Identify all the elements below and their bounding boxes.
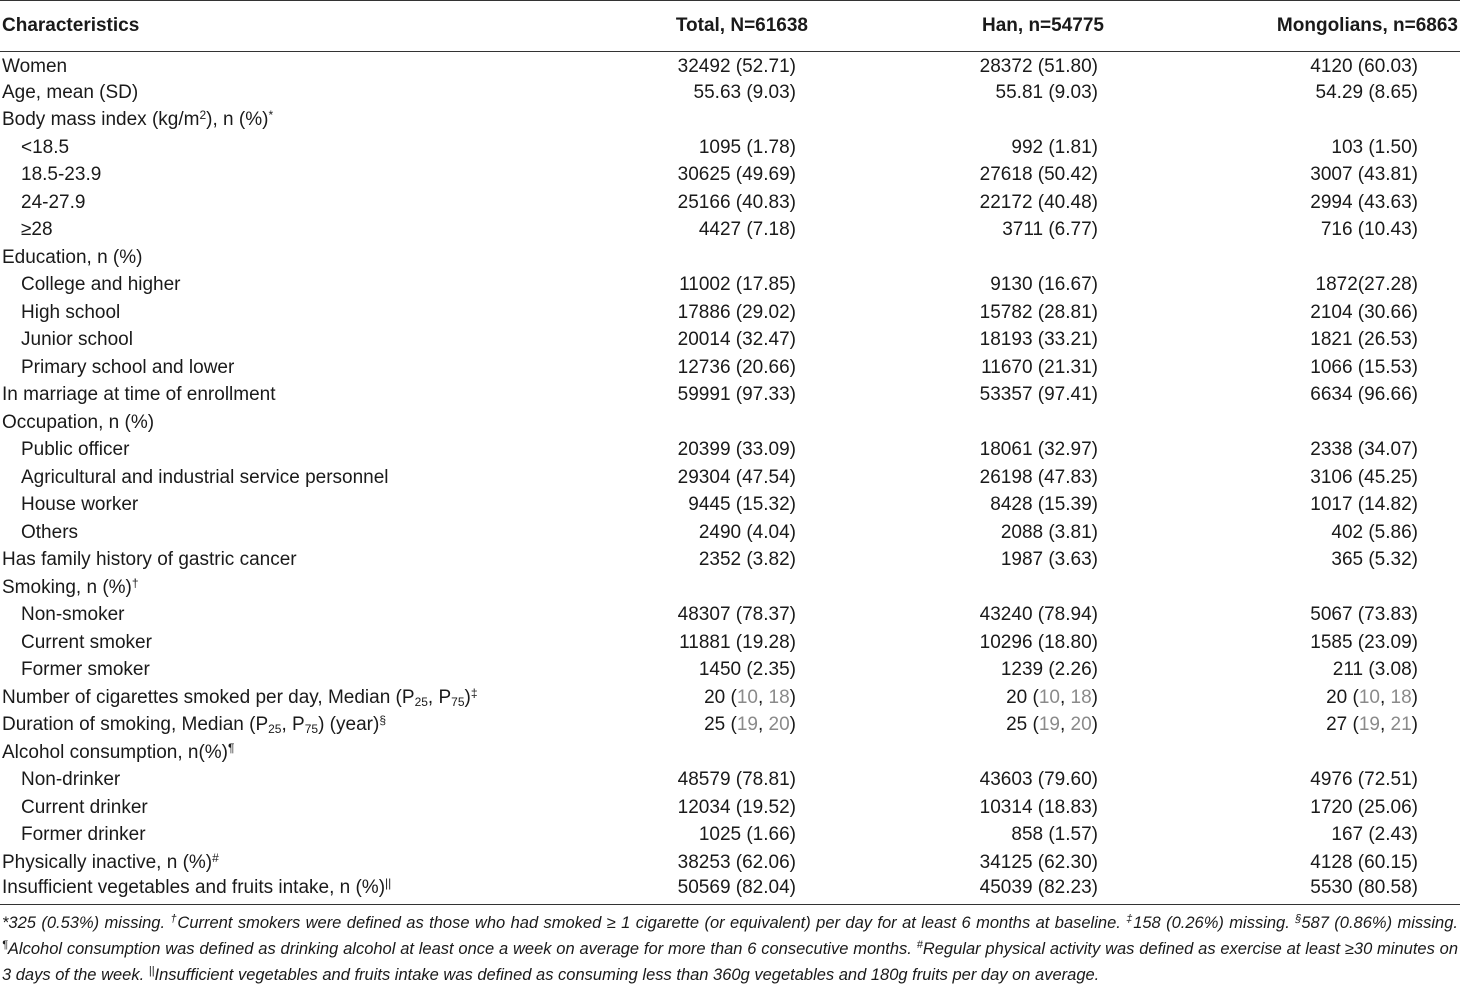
table-row <box>0 547 1460 575</box>
row-label: House worker <box>21 494 139 516</box>
cig-label-b: , P <box>427 686 452 708</box>
cig-sup: ‡ <box>470 685 478 700</box>
cell-mongolians: 2994 (43.63) <box>1310 191 1418 213</box>
table-row <box>0 354 1460 382</box>
alcohol-sup: ¶ <box>228 740 235 755</box>
cell-total: 11881 (19.28) <box>679 631 796 653</box>
row-label-inactive <box>0 849 600 877</box>
smoking-sup: † <box>131 575 139 590</box>
cell-total: 29304 (47.54) <box>677 466 796 488</box>
table-row <box>0 162 1460 190</box>
row-label-cigarettes <box>0 684 600 712</box>
p75: 18 <box>768 686 790 708</box>
cell-han: 9130 (16.67) <box>990 274 1098 296</box>
row-label: Former smoker <box>21 659 150 681</box>
veg-sup: || <box>385 876 392 890</box>
cell-mongolians: 2338 (34.07) <box>1310 439 1418 461</box>
p25: 10 <box>1038 686 1060 708</box>
row-label: Non-drinker <box>21 769 121 791</box>
footnote-2: Current smokers were defined as those who had smoked ≥ 1 cigarette (or equivalent) per day for at least 6 months at baseline. <box>177 913 1127 932</box>
row-label: Women <box>2 55 68 77</box>
cell-mongolians: 27 (19, 21) <box>1326 714 1418 736</box>
cell-total: 4427 (7.18) <box>698 219 796 241</box>
cell-total: 25166 (40.83) <box>677 191 796 213</box>
cell-total: 20 (10, 18) <box>704 686 796 708</box>
table-row <box>0 574 1460 602</box>
table-row <box>0 409 1460 437</box>
cell-total: 12736 (20.66) <box>677 356 796 378</box>
row-label: Current smoker <box>21 631 152 653</box>
p25: 19 <box>1358 714 1380 736</box>
cell-mongolians: 4976 (72.51) <box>1310 769 1418 791</box>
cell-total: 1450 (2.35) <box>698 659 796 681</box>
row-label: In marriage at time of enrollment <box>2 384 276 406</box>
p25: 19 <box>1038 714 1060 736</box>
cell-total: 25 (19, 20) <box>704 714 796 736</box>
table-row <box>0 629 1460 657</box>
inactive-sup: # <box>212 850 219 865</box>
median: 25 <box>1006 714 1028 736</box>
cell-mongolians: 6634 (96.66) <box>1310 384 1418 406</box>
cell-mongolians: 402 (5.86) <box>1331 521 1418 543</box>
cell-han: 2088 (3.81) <box>1000 521 1098 543</box>
table-row <box>0 464 1460 492</box>
header-characteristics: Characteristics <box>0 1 600 52</box>
cell-han: 1239 (2.26) <box>1000 659 1098 681</box>
cell-total: 55.63 (9.03) <box>693 81 796 103</box>
table-row <box>0 244 1460 272</box>
median: 27 <box>1326 714 1348 736</box>
cell-mongolians: 1585 (23.09) <box>1310 631 1418 653</box>
footnote-mark: # <box>916 938 923 951</box>
row-label-duration <box>0 712 600 740</box>
cell-total: 30625 (49.69) <box>677 164 796 186</box>
cell-total: 20399 (33.09) <box>677 439 796 461</box>
row-label: Non-smoker <box>21 604 125 626</box>
cell-mongolians: 1821 (26.53) <box>1310 329 1418 351</box>
median: 20 <box>1006 686 1028 708</box>
cell-mongolians: 54.29 (8.65) <box>1315 81 1418 103</box>
row-label: Others <box>21 521 79 543</box>
cell-total: 50569 (82.04) <box>600 877 860 905</box>
median: 20 <box>704 686 726 708</box>
row-label: College and higher <box>21 274 181 296</box>
cell-han: 25 (19, 20) <box>1006 714 1098 736</box>
cell-total: 9445 (15.32) <box>688 494 796 516</box>
row-label: 18.5-23.9 <box>21 164 102 186</box>
p25: 10 <box>736 686 758 708</box>
row-label-smoking <box>0 574 600 602</box>
table-row <box>0 492 1460 520</box>
cell-total: 48307 (78.37) <box>677 604 796 626</box>
row-label: Current drinker <box>21 796 148 818</box>
dur-sub-a: 25 <box>268 722 282 737</box>
cig-sub-a: 25 <box>414 694 428 709</box>
p75: 21 <box>1390 714 1412 736</box>
footnote-mark: || <box>148 964 155 977</box>
cell-total: 1025 (1.66) <box>698 824 796 846</box>
p75: 20 <box>768 714 790 736</box>
cell-mongolians: 1066 (15.53) <box>1310 356 1418 378</box>
footnote-5: Alcohol consumption was defined as drinking alcohol at least once a week on average for more than 6 consecutive months. <box>7 939 917 958</box>
cell-total: 2352 (3.82) <box>698 549 796 571</box>
cell-mongolians: 103 (1.50) <box>1331 136 1418 158</box>
row-label-alcohol <box>0 739 600 767</box>
cell-han: 53357 (97.41) <box>979 384 1098 406</box>
bmi-label-b: ), n (%) <box>206 109 269 131</box>
row-label: ≥28 <box>21 219 53 241</box>
cell-han: 10314 (18.83) <box>979 796 1098 818</box>
cell-mongolians: 167 (2.43) <box>1331 824 1418 846</box>
alcohol-label: Alcohol consumption, n(%) <box>2 741 228 763</box>
row-label: Has family history of gastric cancer <box>2 549 297 571</box>
cell-total: 38253 (62.06) <box>677 851 796 873</box>
row-label: High school <box>21 301 121 323</box>
row-label: Age, mean (SD) <box>2 81 139 103</box>
p75: 18 <box>1070 686 1092 708</box>
cell-total: 11002 (17.85) <box>679 274 796 296</box>
table-row <box>0 382 1460 410</box>
dur-label-c: ) (year) <box>318 714 380 736</box>
table-row <box>0 79 1460 107</box>
cell-total: 2490 (4.04) <box>698 521 796 543</box>
cig-label-c: ) <box>464 686 471 708</box>
cell-han: 28372 (51.80) <box>979 55 1098 77</box>
cell-han: 3711 (6.77) <box>1002 219 1098 241</box>
row-label: Junior school <box>21 329 133 351</box>
table-row <box>0 299 1460 327</box>
table-row <box>0 134 1460 162</box>
cell-han: 8428 (15.39) <box>990 494 1098 516</box>
cell-han: 11670 (21.31) <box>981 356 1098 378</box>
cell-han: 15782 (28.81) <box>979 301 1098 323</box>
cell-han: 1987 (3.63) <box>1000 549 1098 571</box>
row-label: Former drinker <box>21 824 146 846</box>
cell-han: 858 (1.57) <box>1011 824 1098 846</box>
table-row <box>0 794 1460 822</box>
footnote-6: Regular physical activity was defined as exercise at least ≥30 minutes on 3 days of the week. <box>2 939 1458 984</box>
veg-label: Insufficient vegetables and fruits intake, n (%) <box>2 877 386 898</box>
row-label-bmi <box>0 107 600 135</box>
table-row <box>0 217 1460 245</box>
cell-han: 27618 (50.42) <box>979 164 1098 186</box>
cell-han: 992 (1.81) <box>1011 136 1098 158</box>
cell-mongolians: 1872(27.28) <box>1315 274 1418 296</box>
bmi-sup-a: 2 <box>199 108 207 123</box>
cell-han: 18061 (32.97) <box>979 439 1098 461</box>
table-row <box>0 602 1460 630</box>
cell-han: 43240 (78.94) <box>979 604 1098 626</box>
row-label: Primary school and lower <box>21 356 235 378</box>
cell-mongolians: 3106 (45.25) <box>1310 466 1418 488</box>
p25: 19 <box>736 714 758 736</box>
table-row <box>0 327 1460 355</box>
header-row <box>0 1 1460 52</box>
row-label: Education, n (%) <box>2 246 143 268</box>
row-label-vegetables <box>0 877 600 905</box>
table-body <box>0 52 1460 905</box>
row-label: Agricultural and industrial service personnel <box>21 466 389 488</box>
dur-sub-b: 75 <box>304 722 319 737</box>
cell-han: 22172 (40.48) <box>979 191 1098 213</box>
cell-total: 12034 (19.52) <box>677 796 796 818</box>
table-row <box>0 657 1460 685</box>
header-han: Han, n=54775 <box>860 1 1160 52</box>
cell-mongolians: 4128 (60.15) <box>1310 851 1418 873</box>
table-row <box>0 822 1460 850</box>
dur-label-a: Duration of smoking, Median (P <box>2 714 269 736</box>
table-footnote <box>0 905 1460 988</box>
p75: 20 <box>1070 714 1092 736</box>
table-row <box>0 767 1460 795</box>
bmi-label-a: Body mass index (kg/m <box>2 109 200 131</box>
cell-han: 20 (10, 18) <box>1006 686 1098 708</box>
table-row <box>0 684 1460 712</box>
table-row <box>0 272 1460 300</box>
cell-han: 45039 (82.23) <box>860 877 1160 905</box>
p75: 18 <box>1390 686 1412 708</box>
cell-han: 18193 (33.21) <box>979 329 1098 351</box>
table-row <box>0 52 1460 80</box>
cell-han: 34125 (62.30) <box>979 851 1098 873</box>
row-label: Occupation, n (%) <box>2 411 155 433</box>
cell-han: 10296 (18.80) <box>979 631 1098 653</box>
cell-mongolians: 4120 (60.03) <box>1310 55 1418 77</box>
cell-total: 17886 (29.02) <box>677 301 796 323</box>
footnote-mark: § <box>1295 912 1302 925</box>
cell-mongolians: 2104 (30.66) <box>1310 301 1418 323</box>
row-label: Public officer <box>21 439 130 461</box>
cig-sub-b: 75 <box>451 694 465 709</box>
cell-mongolians: 365 (5.32) <box>1331 549 1418 571</box>
table-row <box>0 849 1460 877</box>
dur-sup: § <box>379 713 386 728</box>
smoking-label: Smoking, n (%) <box>2 576 132 598</box>
footnote-mark: ¶ <box>2 938 8 951</box>
cig-label-a: Number of cigarettes smoked per day, Median (P <box>2 686 415 708</box>
median: 20 <box>1326 686 1348 708</box>
header-mongolians: Mongolians, n=6863 <box>1160 1 1460 52</box>
footnote-4: 587 (0.86%) missing. <box>1301 913 1458 932</box>
dur-label-b: , P <box>281 714 305 736</box>
table-row <box>0 437 1460 465</box>
cell-total: 20014 (32.47) <box>677 329 796 351</box>
cell-mongolians: 5067 (73.83) <box>1310 604 1418 626</box>
cell-mongolians: 20 (10, 18) <box>1326 686 1418 708</box>
table-row <box>0 189 1460 217</box>
row-label: 24-27.9 <box>21 191 86 213</box>
cell-mongolians: 3007 (43.81) <box>1310 164 1418 186</box>
cell-total: 59991 (97.33) <box>677 384 796 406</box>
footnote-3: 158 (0.26%) missing. <box>1133 913 1296 932</box>
row-label: <18.5 <box>21 136 70 158</box>
cell-mongolians: 1017 (14.82) <box>1310 494 1418 516</box>
cell-total: 1095 (1.78) <box>698 136 796 158</box>
p25: 10 <box>1358 686 1380 708</box>
cell-han: 26198 (47.83) <box>979 466 1098 488</box>
footnote-mark: ‡ <box>1126 912 1134 925</box>
cell-mongolians: 211 (3.08) <box>1332 659 1418 681</box>
inactive-label: Physically inactive, n (%) <box>2 851 213 873</box>
table-row <box>0 712 1460 740</box>
table-row <box>0 877 1460 905</box>
cell-total: 32492 (52.71) <box>677 55 796 77</box>
median: 25 <box>704 714 726 736</box>
bmi-sup-b: * <box>268 108 274 123</box>
table-row <box>0 107 1460 135</box>
footnote-mark: † <box>170 912 178 925</box>
cell-mongolians: 5530 (80.58) <box>1160 877 1460 905</box>
cell-han: 43603 (79.60) <box>979 769 1098 791</box>
cell-total: 48579 (78.81) <box>677 769 796 791</box>
table-row <box>0 519 1460 547</box>
header-total: Total, N=61638 <box>600 1 860 52</box>
table-header <box>0 1 1460 52</box>
footnote-1: *325 (0.53%) missing. <box>2 913 171 932</box>
cell-mongolians: 716 (10.43) <box>1320 219 1418 241</box>
cell-han: 55.81 (9.03) <box>995 81 1098 103</box>
cell-mongolians: 1720 (25.06) <box>1310 796 1418 818</box>
table-row <box>0 739 1460 767</box>
footnote-7: Insufficient vegetables and fruits intake was defined as consuming less than 360g vegetables and 180g fruits per day on average. <box>154 965 1100 984</box>
